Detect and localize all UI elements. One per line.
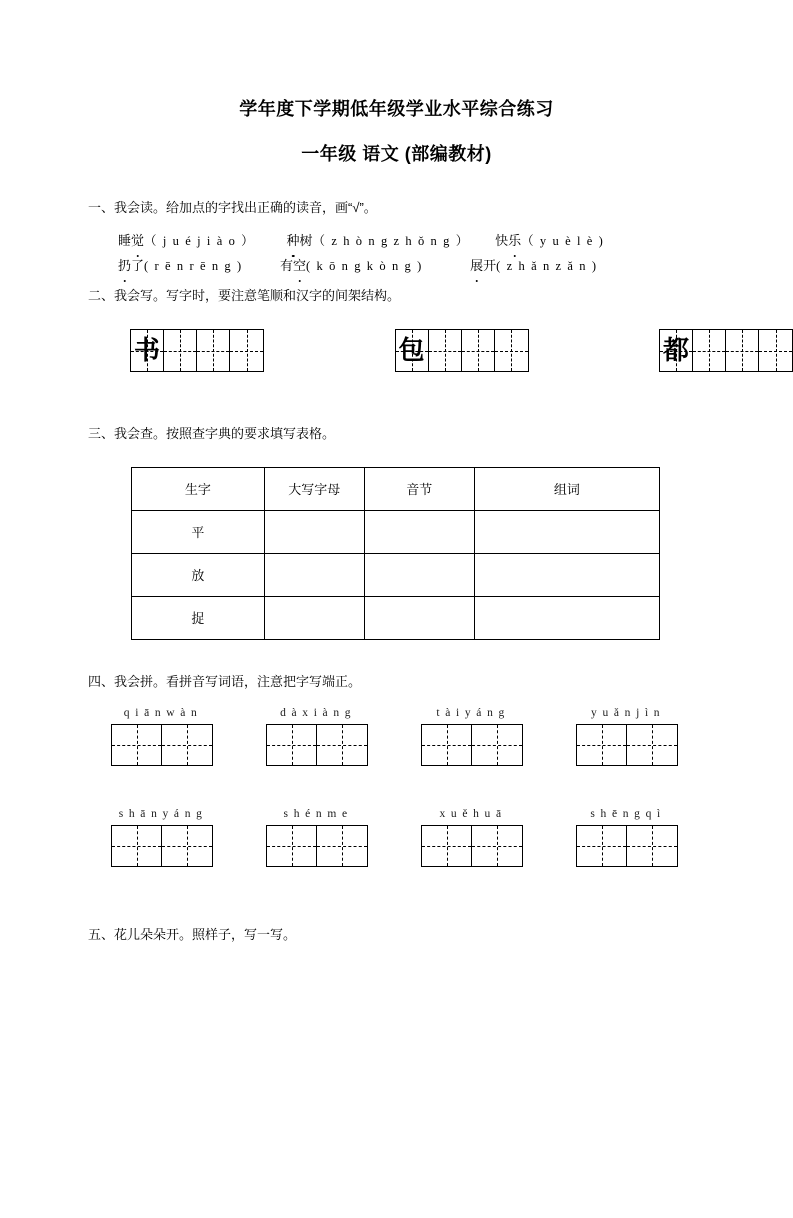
page-subtitle: 一年级 语文 (部编教材)	[301, 144, 492, 164]
writing-cell-model[interactable]	[131, 330, 164, 371]
writing-grid-row	[130, 329, 793, 372]
section-one	[0, 198, 793, 278]
reading-char: 快	[495, 232, 509, 248]
table-header-cell: 生字	[132, 467, 265, 510]
pinyin-cell[interactable]	[267, 725, 317, 765]
pinyin-item	[100, 808, 255, 867]
reading-item	[287, 229, 470, 254]
reading-pinyin-choices[interactable]: ( k ō n g k ò n g )	[306, 258, 423, 273]
reading-char-dotted: 觉	[131, 229, 144, 254]
reading-char: 了	[131, 257, 145, 273]
writing-cell-blank[interactable]	[759, 330, 792, 371]
pinyin-item	[255, 707, 410, 766]
table-header-cell: 音节	[364, 467, 474, 510]
reading-char: 开	[483, 257, 497, 273]
pinyin-item	[100, 707, 255, 766]
table-cell-answer[interactable]	[474, 596, 659, 639]
pinyin-item	[255, 808, 410, 867]
model-character: 包	[398, 335, 425, 365]
table-cell-answer[interactable]	[264, 553, 364, 596]
writing-grid[interactable]	[130, 329, 264, 372]
pinyin-cell[interactable]	[472, 725, 522, 765]
pinyin-label: s h ā n y á n g	[118, 807, 204, 820]
section-five	[0, 925, 793, 946]
table-row	[132, 553, 660, 596]
reading-char-dotted: 展	[470, 254, 483, 279]
table-row	[132, 596, 660, 639]
section-three-heading: 三、我会查。按照查字典的要求填写表格。	[88, 426, 336, 442]
pinyin-exercise-row	[0, 808, 793, 867]
writing-cell-blank[interactable]	[429, 330, 462, 371]
reading-item	[280, 254, 423, 279]
pinyin-labels-row	[100, 808, 793, 867]
table-row	[132, 510, 660, 553]
section-two-heading: 二、我会写。写字时，要注意笔顺和汉字的间架结构。	[88, 288, 401, 304]
reading-char: 有	[279, 257, 293, 273]
table-cell-character: 捉	[132, 596, 265, 639]
section-one-items	[0, 229, 793, 279]
pinyin-answer-grid[interactable]	[111, 825, 213, 867]
reading-char-dotted: 扔	[118, 254, 131, 279]
model-character: 书	[133, 335, 160, 365]
pinyin-cell[interactable]	[422, 826, 472, 866]
document-title-block	[0, 96, 793, 168]
pinyin-labels-row	[100, 707, 793, 766]
writing-grid[interactable]	[395, 329, 529, 372]
table-cell-character: 平	[132, 510, 265, 553]
pinyin-item	[410, 808, 565, 867]
pinyin-cell[interactable]	[162, 826, 212, 866]
pinyin-label: t à i y á n g	[436, 706, 506, 719]
pinyin-cell[interactable]	[317, 826, 367, 866]
dictionary-table	[131, 467, 660, 640]
reading-pinyin-choices[interactable]: ( r ē n r ē n g )	[144, 258, 243, 273]
table-cell-answer[interactable]	[264, 596, 364, 639]
writing-grid[interactable]	[659, 329, 793, 372]
pinyin-cell[interactable]	[317, 725, 367, 765]
reading-item	[118, 229, 255, 254]
writing-cell-blank[interactable]	[164, 330, 197, 371]
writing-cell-blank[interactable]	[495, 330, 528, 371]
pinyin-item	[565, 707, 720, 766]
pinyin-answer-grid[interactable]	[421, 825, 523, 867]
table-cell-answer[interactable]	[364, 596, 474, 639]
reading-char-dotted: 种	[287, 229, 300, 254]
model-character: 都	[662, 335, 689, 365]
pinyin-label: s h é n m e	[283, 807, 349, 820]
table-header-row	[132, 467, 660, 510]
reading-char: 睡	[118, 232, 132, 248]
pinyin-cell[interactable]	[627, 826, 677, 866]
pinyin-exercise-row	[0, 707, 793, 766]
pinyin-item	[565, 808, 720, 867]
pinyin-cell[interactable]	[267, 826, 317, 866]
table-header-cell: 组词	[474, 467, 659, 510]
pinyin-item	[410, 707, 565, 766]
reading-char-dotted: 乐	[508, 229, 521, 254]
pinyin-label: x u ě h u ā	[439, 807, 503, 820]
pinyin-cell[interactable]	[112, 826, 162, 866]
section-two	[0, 286, 793, 372]
reading-pinyin-choices[interactable]: （ y u è l è )	[521, 233, 605, 248]
pinyin-cell[interactable]	[472, 826, 522, 866]
page-title: 学年度下学期低年级学业水平综合练习	[239, 99, 554, 119]
table-header-cell: 大写字母	[264, 467, 364, 510]
pinyin-cell[interactable]	[577, 826, 627, 866]
writing-cell-model[interactable]	[660, 330, 693, 371]
reading-pinyin-choices[interactable]: （ j u é j i à o ）	[144, 233, 256, 248]
pinyin-cell[interactable]	[162, 725, 212, 765]
writing-cell-model[interactable]	[396, 330, 429, 371]
section-one-heading: 一、我会读。给加点的字找出正确的读音，画“√”。	[88, 200, 377, 215]
pinyin-cell[interactable]	[577, 725, 627, 765]
pinyin-cell[interactable]	[422, 725, 472, 765]
pinyin-cell[interactable]	[627, 725, 677, 765]
reading-item	[118, 254, 243, 279]
reading-item	[495, 229, 604, 254]
pinyin-label: q i ā n w à n	[123, 706, 199, 719]
pinyin-answer-grid[interactable]	[421, 724, 523, 766]
pinyin-label: y u ǎ n j ì n	[591, 706, 661, 719]
reading-pinyin-choices[interactable]: （ z h ò n g z h ǒ n g ）	[312, 233, 470, 248]
table-cell-character: 放	[132, 553, 265, 596]
pinyin-answer-grid[interactable]	[111, 724, 213, 766]
pinyin-label: d à x i à n g	[280, 706, 352, 719]
section-one-row	[118, 254, 793, 279]
writing-cell-blank[interactable]	[693, 330, 726, 371]
reading-char: 树	[299, 232, 313, 248]
reading-pinyin-choices[interactable]: ( z h ǎ n z ǎ n )	[496, 258, 598, 273]
table-cell-answer[interactable]	[474, 553, 659, 596]
writing-cell-blank[interactable]	[197, 330, 230, 371]
section-five-heading: 五、花儿朵朵开。照样子，写一写。	[88, 926, 297, 942]
table-cell-answer[interactable]	[364, 553, 474, 596]
section-four	[0, 672, 793, 867]
section-three	[0, 424, 793, 640]
pinyin-cell[interactable]	[112, 725, 162, 765]
reading-char-dotted: 空	[293, 254, 306, 279]
section-one-row	[118, 229, 793, 254]
table-cell-answer[interactable]	[264, 510, 364, 553]
writing-cell-blank[interactable]	[230, 330, 263, 371]
writing-cell-blank[interactable]	[726, 330, 759, 371]
table-cell-answer[interactable]	[364, 510, 474, 553]
reading-item	[470, 254, 598, 279]
table-cell-answer[interactable]	[474, 510, 659, 553]
pinyin-answer-grid[interactable]	[576, 724, 678, 766]
pinyin-answer-grid[interactable]	[266, 825, 368, 867]
pinyin-answer-grid[interactable]	[266, 724, 368, 766]
pinyin-label: s h ē n g q ì	[590, 807, 662, 820]
pinyin-answer-grid[interactable]	[576, 825, 678, 867]
writing-cell-blank[interactable]	[462, 330, 495, 371]
worksheet-page	[0, 96, 793, 1218]
section-four-heading: 四、我会拼。看拼音写词语，注意把字写端正。	[88, 673, 362, 689]
